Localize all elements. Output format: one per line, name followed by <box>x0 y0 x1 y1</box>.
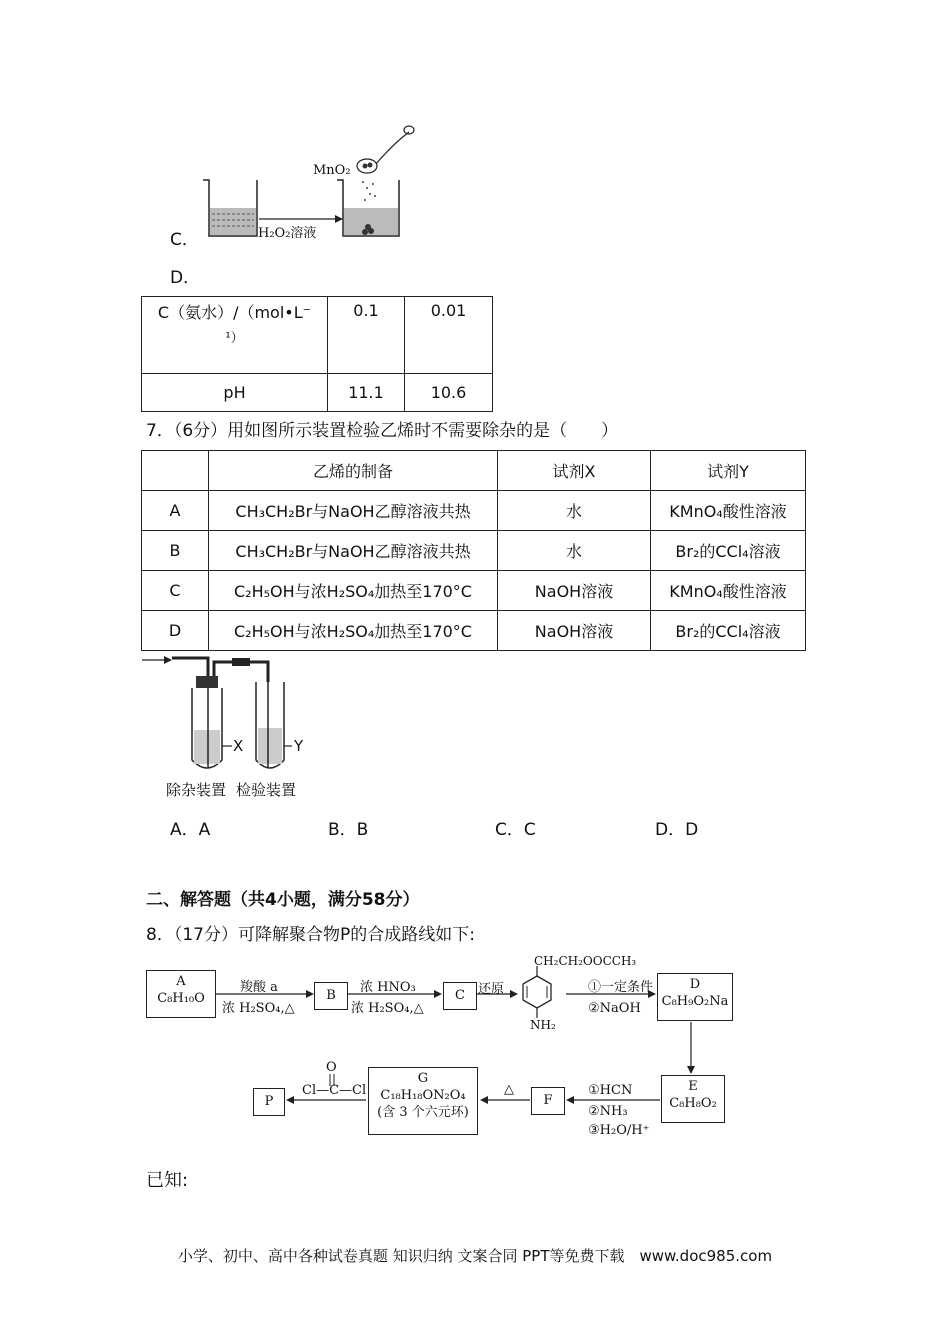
arrow6-label: △ <box>504 1082 514 1097</box>
ph-value-1: 11.1 <box>328 374 405 412</box>
arrow2-bottom: 浓 H₂SO₄,△ <box>351 1001 424 1016</box>
arrow5-step3: ③H₂O/H⁺ <box>588 1123 650 1138</box>
compound-c-box <box>443 982 477 1010</box>
q7-stem: 7．（6分）用如图所示装置检验乙烯时不需要除杂的是（ ） <box>146 421 619 441</box>
polymer-p-box <box>253 1088 285 1116</box>
compound-g-formula: C₁₈H₁₈ON₂O₄ <box>380 1088 466 1103</box>
row-prep: C₂H₅OH与浓H₂SO₄加热至170°C <box>209 571 498 611</box>
arrow4-bottom: ②NaOH <box>588 1001 641 1016</box>
compound-b-name: B <box>326 988 336 1003</box>
reagent-oxygen: O <box>326 1060 337 1075</box>
arrow5-step2: ②NH₃ <box>588 1104 628 1119</box>
ammonia-conc-1: 0.1 <box>328 297 405 374</box>
row-x: NaOH溶液 <box>498 611 651 651</box>
arrow1-top: 羧酸 a <box>240 980 278 995</box>
ammonia-header-line2: ¹） <box>225 331 244 346</box>
polymer-p-name: P <box>264 1094 274 1109</box>
section-title: 二、解答题（共4小题，满分58分） <box>146 890 420 910</box>
h2o2-label: H₂O₂溶液 <box>258 226 317 241</box>
arrow2-top: 浓 HNO₃ <box>360 980 416 995</box>
col-header-y: 试剂Y <box>651 451 806 491</box>
compound-a-name: A <box>176 974 186 989</box>
known-label: 已知: <box>146 1170 189 1191</box>
compound-a-formula: C₈H₁₀O <box>157 991 205 1006</box>
struct-top-group: CH₂CH₂OOCCH₃ <box>534 954 637 968</box>
table-row <box>142 491 806 531</box>
row-x: NaOH溶液 <box>498 571 651 611</box>
compound-e-formula: C₈H₈O₂ <box>669 1096 717 1111</box>
compound-d-formula: C₈H₉O₂Na <box>661 994 729 1009</box>
detect-caption: 检验装置 <box>236 781 297 799</box>
compound-g-note: (含 3 个六元环) <box>377 1105 469 1120</box>
compound-d-name: D <box>689 977 701 992</box>
table-row <box>142 571 806 611</box>
row-prep: CH₃CH₂Br与NaOH乙醇溶液共热 <box>209 491 498 531</box>
q8-stem: 8．（17分）可降解聚合物P的合成路线如下: <box>146 925 475 945</box>
row-label: A <box>142 491 209 531</box>
compound-e-box <box>661 1075 725 1123</box>
option-c-label: C． <box>170 230 199 250</box>
struct-amino-group: NH₂ <box>530 1018 556 1032</box>
compound-a-box <box>146 970 216 1018</box>
option-d-label: D． <box>170 268 201 288</box>
row-label: C <box>142 571 209 611</box>
ph-value-2: 10.6 <box>405 374 493 412</box>
ammonia-conc-2: 0.01 <box>405 297 493 374</box>
row-y: Br₂的CCl₄溶液 <box>651 611 806 651</box>
choice-d: D．D <box>655 820 699 840</box>
purify-caption: 除杂装置 <box>166 781 227 799</box>
row-y: Br₂的CCl₄溶液 <box>651 531 806 571</box>
test-tube-apparatus <box>140 652 310 774</box>
row-label: B <box>142 531 209 571</box>
arrow4-top: ①一定条件 <box>588 980 654 995</box>
ammonia-header <box>142 297 328 374</box>
row-x: 水 <box>498 531 651 571</box>
row-y: KMnO₄酸性溶液 <box>651 491 806 531</box>
mno2-label: MnO₂ <box>313 163 351 178</box>
compound-f-box <box>531 1087 565 1115</box>
choice-b: B．B <box>328 820 369 840</box>
arrow1-bottom: 浓 H₂SO₄,△ <box>222 1001 295 1016</box>
compound-e-name: E <box>688 1079 698 1094</box>
choice-c: C．C <box>495 820 536 840</box>
compound-g-name: G <box>417 1071 429 1086</box>
row-label: D <box>142 611 209 651</box>
compound-b-box <box>314 982 348 1010</box>
compound-f-name: F <box>543 1093 553 1108</box>
row-x: 水 <box>498 491 651 531</box>
compound-g-box <box>368 1067 478 1135</box>
table-row <box>142 611 806 651</box>
compound-c-name: C <box>455 988 465 1003</box>
choice-a: A．A <box>170 820 211 840</box>
reagent-y-label: Y <box>294 737 304 755</box>
col-header-blank <box>142 451 209 491</box>
ammonia-header-line1: C（氨水）/（mol•L⁻ <box>157 303 312 322</box>
ethylene-table <box>141 450 806 651</box>
arrow5-step1: ①HCN <box>588 1083 633 1098</box>
arrow3-label: 还原 <box>478 982 505 997</box>
ammonia-table <box>141 296 493 412</box>
row-prep: C₂H₅OH与浓H₂SO₄加热至170°C <box>209 611 498 651</box>
col-header-x: 试剂X <box>498 451 651 491</box>
reagent-phosgene: Cl—C—Cl <box>302 1083 367 1098</box>
table-row <box>142 531 806 571</box>
row-y: KMnO₄酸性溶液 <box>651 571 806 611</box>
page-footer: 小学、初中、高中各种试卷真题 知识归纳 文案合同 PPT等免费下载 www.doc985.com <box>177 1247 773 1265</box>
col-header-prep: 乙烯的制备 <box>209 451 498 491</box>
compound-d-box <box>657 973 733 1021</box>
row-prep: CH₃CH₂Br与NaOH乙醇溶液共热 <box>209 531 498 571</box>
ph-label: pH <box>142 374 328 412</box>
reagent-x-label: X <box>233 737 244 755</box>
